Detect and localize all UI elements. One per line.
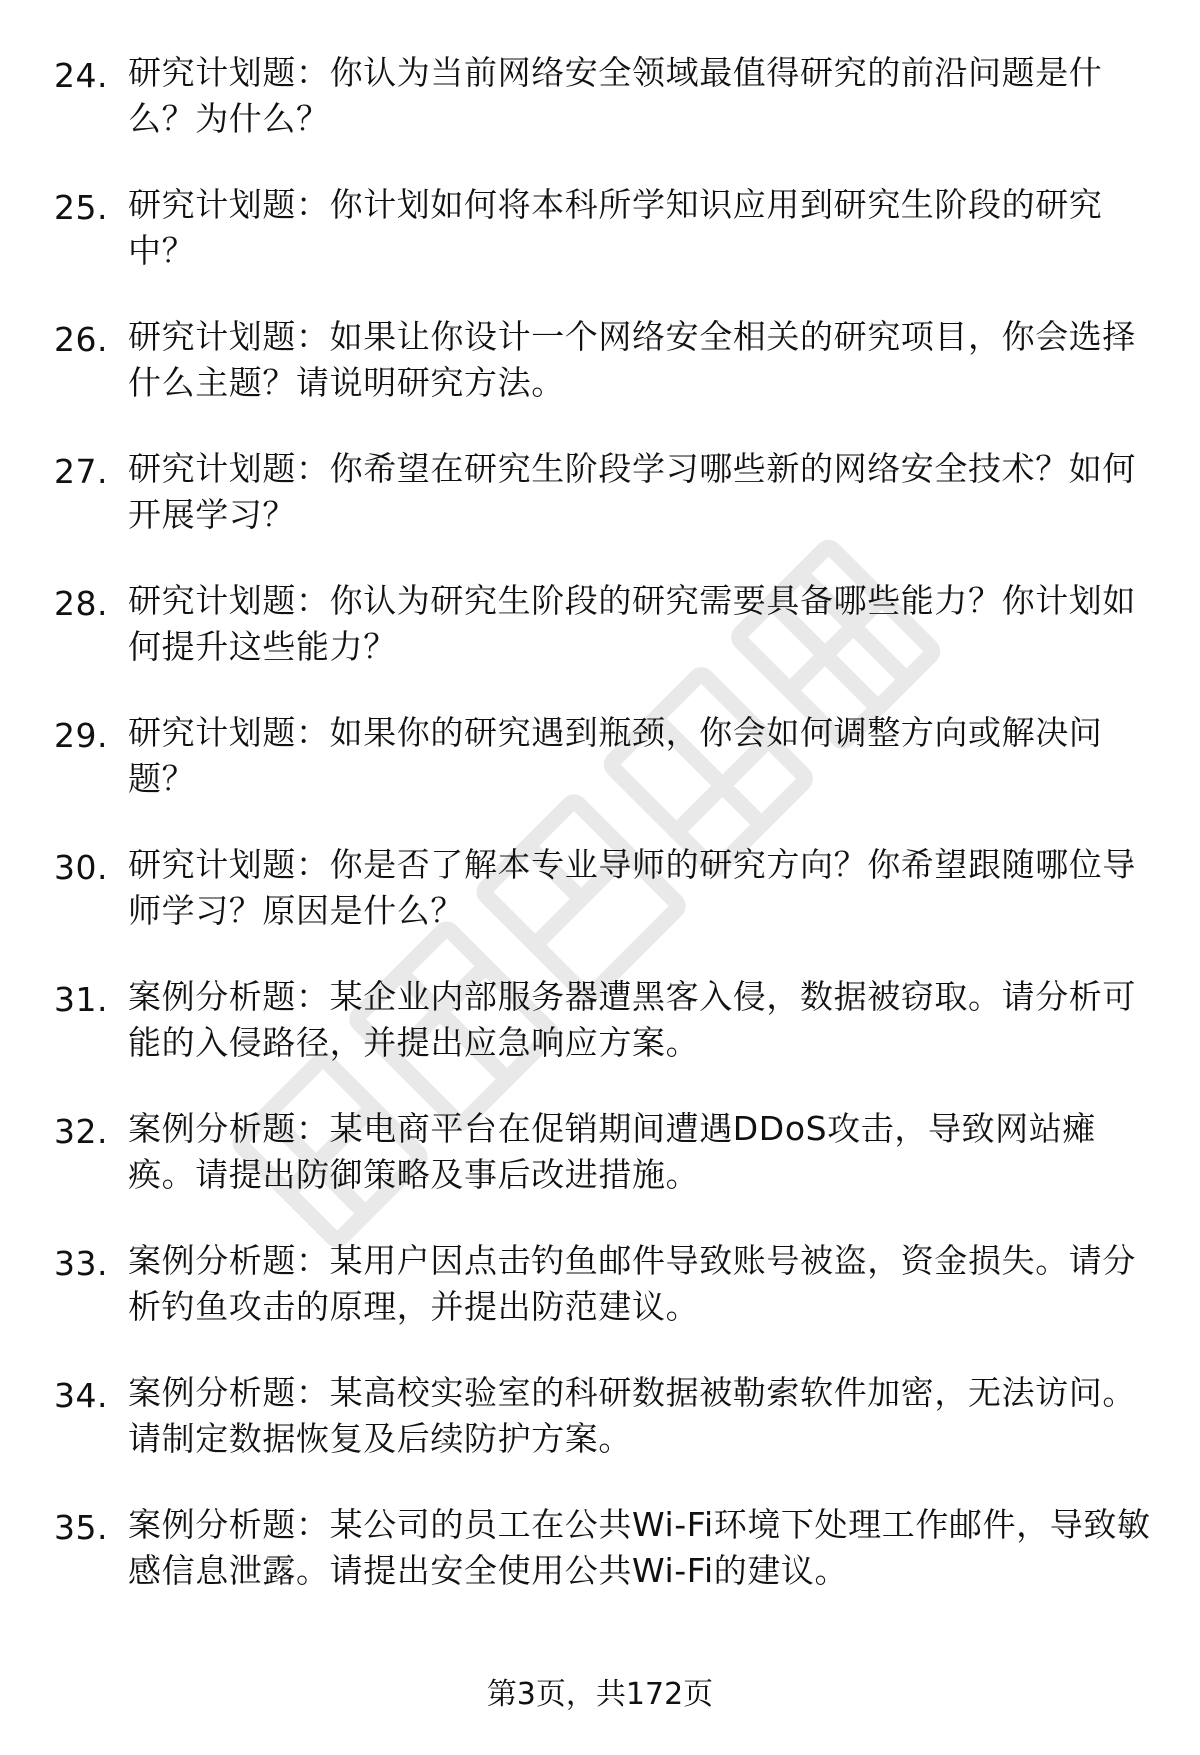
list-item bbox=[0, 1502, 1200, 1634]
question-text: 案例分析题：某公司的员工在公共Wi-Fi环境下处理工作邮件，导致敏感信息泄露。请提出安全使用公共Wi-Fi的建议。 bbox=[128, 1505, 1151, 1590]
question-number: 30. bbox=[54, 848, 108, 887]
question-number: 26. bbox=[54, 320, 108, 359]
question-text: 案例分析题：某高校实验室的科研数据被勒索软件加密，无法访问。请制定数据恢复及后续防护方案。 bbox=[128, 1373, 1136, 1458]
list-item bbox=[0, 182, 1200, 314]
list-item bbox=[0, 842, 1200, 974]
list-item bbox=[0, 1370, 1200, 1502]
list-item bbox=[0, 578, 1200, 710]
question-text: 研究计划题：如果你的研究遇到瓶颈，你会如何调整方向或解决问题？ bbox=[128, 713, 1103, 798]
question-number: 24. bbox=[54, 56, 108, 95]
question-number: 33. bbox=[54, 1244, 108, 1283]
question-list bbox=[0, 50, 1200, 1634]
list-item bbox=[0, 974, 1200, 1106]
question-text: 案例分析题：某用户因点击钓鱼邮件导致账号被盗，资金损失。请分析钓鱼攻击的原理，并提出防范建议。 bbox=[128, 1241, 1136, 1326]
question-text: 研究计划题：你认为研究生阶段的研究需要具备哪些能力？你计划如何提升这些能力？ bbox=[128, 581, 1136, 666]
question-number: 35. bbox=[54, 1508, 108, 1547]
page-number: 第3页，共172页 bbox=[486, 1677, 714, 1712]
list-item bbox=[0, 50, 1200, 182]
question-number: 34. bbox=[54, 1376, 108, 1415]
question-text: 研究计划题：你希望在研究生阶段学习哪些新的网络安全技术？如何开展学习？ bbox=[128, 449, 1136, 534]
question-number: 25. bbox=[54, 188, 108, 227]
question-text: 案例分析题：某电商平台在促销期间遭遇DDoS攻击，导致网站瘫痪。请提出防御策略及事后改进措施。 bbox=[128, 1109, 1096, 1194]
question-number: 27. bbox=[54, 452, 108, 491]
question-text: 研究计划题：你认为当前网络安全领域最值得研究的前沿问题是什么？为什么？ bbox=[128, 53, 1103, 138]
question-text: 研究计划题：你计划如何将本科所学知识应用到研究生阶段的研究中？ bbox=[128, 185, 1103, 270]
list-item bbox=[0, 1106, 1200, 1238]
list-item bbox=[0, 1238, 1200, 1370]
question-number: 32. bbox=[54, 1112, 108, 1151]
question-number: 28. bbox=[54, 584, 108, 623]
question-text: 研究计划题：如果让你设计一个网络安全相关的研究项目，你会选择什么主题？请说明研究方法。 bbox=[128, 317, 1136, 402]
question-number: 31. bbox=[54, 980, 108, 1019]
question-text: 研究计划题：你是否了解本专业导师的研究方向？你希望跟随哪位导师学习？原因是什么？ bbox=[128, 845, 1136, 930]
list-item bbox=[0, 446, 1200, 578]
list-item bbox=[0, 710, 1200, 842]
list-item bbox=[0, 314, 1200, 446]
question-text: 案例分析题：某企业内部服务器遭黑客入侵，数据被窃取。请分析可能的入侵路径，并提出应急响应方案。 bbox=[128, 977, 1136, 1062]
question-number: 29. bbox=[54, 716, 108, 755]
